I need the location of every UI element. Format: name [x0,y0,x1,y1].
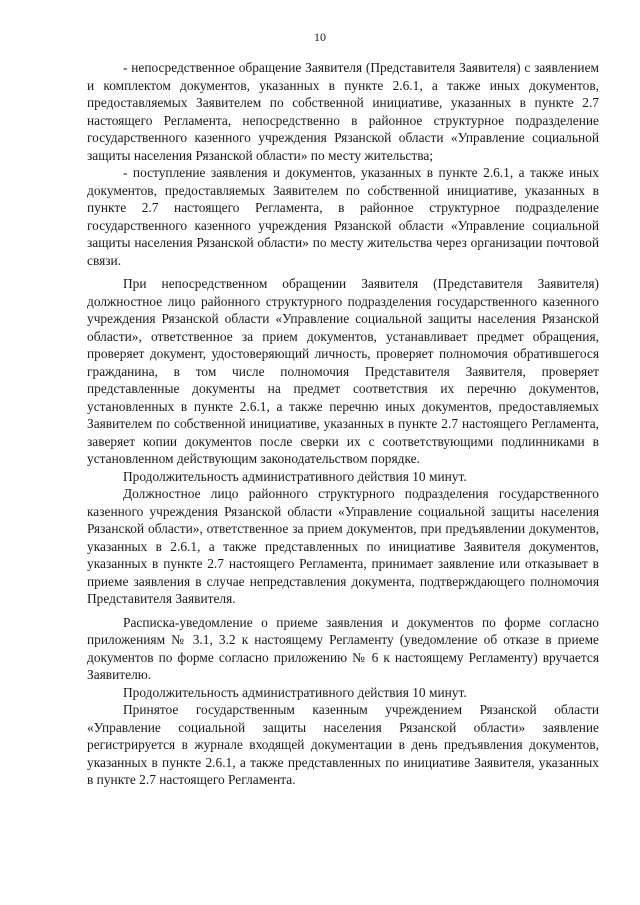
paragraph-acceptance-decision: Должностное лицо районного структурного подразделения государственного казенного учреждения Рязанской области «Управление социальной защиты населения Рязанской области», ответственное за прием документов, при предъявлении документов, указанных в 2.6.1, а также представленных по инициативе Заявителя документов, указанных в пункте 2.7 настоящего Регламента, принимает заявление или отказывает в приеме заявления в случае непредставления документа, подтверждающего полномочия Представителя Заявителя. [87,486,599,606]
paragraph-duration-2: Продолжительность административного действия 10 минут. [123,684,467,700]
paragraph-direct-appeal: - непосредственное обращение Заявителя (Представителя Заявителя) с заявлением и комплектом документов, указанных в пункте 2.6.1, а также иных документов, предоставляемых Заявителем по собственной инициативе, указанных в пункте 2.7 настоящего Регламента, непосредственно в районное структурное подразделение государственного казенного учреждения Рязанской области «Управление социальной защиты населения Рязанской области» по месту жительства; [87,60,599,163]
paragraph-registration: Принятое государственным казенным учреждением Рязанской области «Управление социальной защиты населения Рязанской области» заявление регистрируется в журнале входящей документации в день предъявления документов, указанных в пункте 2.6.1, а также представленных по инициативе Заявителя, указанных в пункте 2.7 настоящего Регламента. [87,702,599,787]
page-number: 10 [314,30,326,44]
paragraph-receipt-notice: Расписка-уведомление о приеме заявления и документов по форме согласно приложениям № 3.1, 3.2 к настоящему Регламенту (уведомление об отказе в приеме документов по форме согласно приложению № 6 к настоящему Регламенту) вручается Заявителю. [87,614,599,682]
paragraph-duration-1: Продолжительность административного действия 10 минут. [123,468,467,484]
paragraph-postal-receipt: - поступление заявления и документов, указанных в пункте 2.6.1, а также иных документов, предоставляемых Заявителем по собственной инициативе, указанных в пункте 2.7 настоящего Регламента, в районное структурное подразделение государственного казенного учреждения Рязанской области «Управление социальной защиты населения Рязанской области» по месту жительства через организации почтовой связи. [87,165,599,268]
document-body [87,59,599,789]
paragraph-official-checks: При непосредственном обращении Заявителя (Представителя Заявителя) должностное лицо районного структурного подразделения государственного казенного учреждения Рязанской области «Управление социальной защиты населения Рязанской области», ответственное за прием документов, устанавливает предмет обращения, проверяет документ, удостоверяющий личность, проверяет полномочия обратившегося гражданина, в том числе полномочия Представителя Заявителя, проверяет представленные документы на предмет соответствия их перечню документов, установленных в пункте 2.6.1, а также перечню иных документов, предоставляемых Заявителем по собственной инициативе, указанных в пункте 2.7 настоящего Регламента, заверяет копии документов после сверки их с соответствующими подлинниками в установленном действующим законодательством порядке. [87,276,599,466]
